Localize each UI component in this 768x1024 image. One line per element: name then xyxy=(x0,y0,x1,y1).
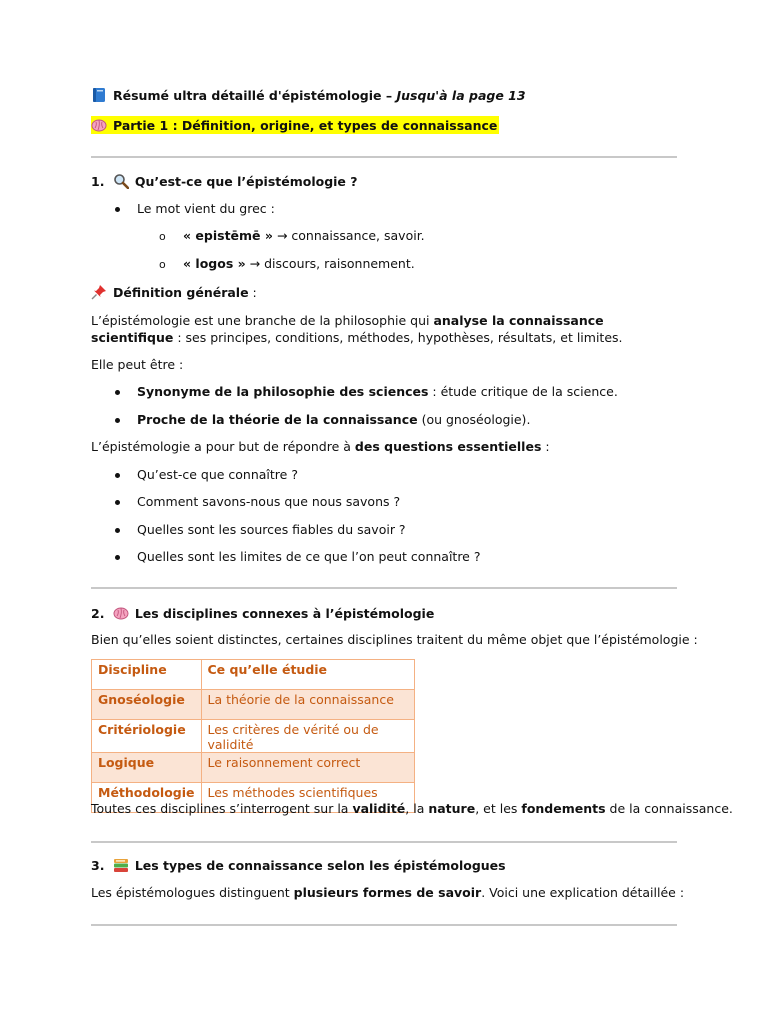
document-title xyxy=(91,87,526,103)
section-number: 3. xyxy=(91,858,105,873)
table-cell: Gnoséologie xyxy=(92,690,202,720)
sub-bullet: o xyxy=(159,258,166,271)
peut-etre-text: Elle peut être : xyxy=(91,357,184,372)
text: , la xyxy=(405,801,429,816)
etymology-item xyxy=(183,256,415,271)
list-item: Comment savons-nous que nous savons ? xyxy=(137,494,401,509)
table-cell: Méthodologie xyxy=(92,783,202,813)
bullet xyxy=(115,555,120,560)
etymology-term: « epistēmē » xyxy=(183,228,273,243)
brain-icon xyxy=(91,117,107,133)
text: de la connaissance. xyxy=(605,801,733,816)
bullet xyxy=(115,473,120,478)
list-item xyxy=(137,412,530,427)
brain-icon xyxy=(113,605,129,621)
table-cell: Le raisonnement correct xyxy=(201,753,414,783)
bold-text: analyse la connaissance scientifique xyxy=(91,313,604,345)
table-cell: Les méthodes scientifiques xyxy=(201,783,414,813)
list-item: Qu’est-ce que connaître ? xyxy=(137,467,298,482)
bold-text: nature xyxy=(428,801,476,816)
magnifying-glass-icon xyxy=(113,173,129,189)
sub-bullet: o xyxy=(159,230,166,243)
table-header-row xyxy=(92,660,415,690)
part-heading xyxy=(91,116,499,134)
bullet xyxy=(115,207,120,212)
divider xyxy=(91,841,677,843)
bold-text: validité xyxy=(352,801,406,816)
divider xyxy=(91,156,677,158)
table-header-cell: Ce qu’elle étudie xyxy=(201,660,414,690)
text: : ses principes, conditions, méthodes, hypothèses, résultats, et limites. xyxy=(173,330,623,345)
table-cell: Critériologie xyxy=(92,720,202,753)
table-row xyxy=(92,753,415,783)
section-2-conclusion xyxy=(91,801,733,816)
bold-text: fondements xyxy=(521,801,606,816)
definition-heading xyxy=(91,284,257,300)
definition-label: Définition générale xyxy=(113,285,249,300)
list-item: Quelles sont les limites de ce que l’on peut connaître ? xyxy=(137,549,481,564)
text: . Voici une explication détaillée : xyxy=(481,885,685,900)
bullet xyxy=(115,418,120,423)
section-1-title: Qu’est-ce que l’épistémologie ? xyxy=(134,174,358,189)
bullet xyxy=(115,500,120,505)
text: L’épistémologie est une branche de la philosophie qui xyxy=(91,313,434,328)
bold-text: Synonyme de la philosophie des sciences xyxy=(137,384,429,399)
bold-text: Proche de la théorie de la connaissance xyxy=(137,412,418,427)
purpose-paragraph xyxy=(91,439,550,454)
text: Les épistémologues distinguent xyxy=(91,885,294,900)
bullet xyxy=(115,390,120,395)
section-3-intro xyxy=(91,885,684,900)
blue-book-icon xyxy=(91,87,107,103)
title-main: Résumé ultra détaillé d'épistémologie – xyxy=(113,88,397,103)
text: , et les xyxy=(475,801,522,816)
etymology-item xyxy=(183,228,425,243)
table-cell: La théorie de la connaissance xyxy=(201,690,414,720)
table-header-cell: Discipline xyxy=(92,660,202,690)
section-3-heading xyxy=(91,857,506,873)
part-heading-text: Partie 1 : Définition, origine, et types de connaissance xyxy=(113,118,498,133)
list-item xyxy=(137,384,618,399)
text: L’épistémologie a pour but de répondre à xyxy=(91,439,355,454)
divider xyxy=(91,587,677,589)
disciplines-table xyxy=(91,659,415,813)
section-3-title: Les types de connaissance selon les épistémologues xyxy=(134,858,506,873)
bold-text: des questions essentielles xyxy=(354,439,542,454)
text: : étude critique de la science. xyxy=(428,384,618,399)
divider xyxy=(91,924,677,926)
list-item: Quelles sont les sources fiables du savoir ? xyxy=(137,522,406,537)
etymology-meaning: → discours, raisonnement. xyxy=(245,256,415,271)
text: (ou gnoséologie). xyxy=(417,412,531,427)
section-2-title: Les disciplines connexes à l’épistémologie xyxy=(134,606,435,621)
table-cell: Les critères de vérité ou de validité xyxy=(201,720,414,753)
pushpin-icon xyxy=(91,284,107,300)
text: Toutes ces disciplines s’interrogent sur la xyxy=(91,801,353,816)
section-number: 1. xyxy=(91,174,105,189)
books-icon xyxy=(113,857,129,873)
section-2-heading xyxy=(91,605,434,621)
table-cell: Logique xyxy=(92,753,202,783)
text: : xyxy=(541,439,550,454)
table-row xyxy=(92,720,415,753)
etymology-term: « logos » xyxy=(183,256,246,271)
title-subtitle: Jusqu'à la page 13 xyxy=(396,88,526,103)
definition-paragraph xyxy=(91,312,677,346)
table-row xyxy=(92,690,415,720)
etymology-intro: Le mot vient du grec : xyxy=(137,201,275,216)
section-number: 2. xyxy=(91,606,105,621)
bullet xyxy=(115,528,120,533)
bold-text: plusieurs formes de savoir xyxy=(293,885,482,900)
etymology-meaning: → connaissance, savoir. xyxy=(272,228,425,243)
colon: : xyxy=(248,285,257,300)
section-2-intro: Bien qu’elles soient distinctes, certaines disciplines traitent du même objet que l’épistémologie : xyxy=(91,632,698,647)
section-1-heading xyxy=(91,173,358,189)
